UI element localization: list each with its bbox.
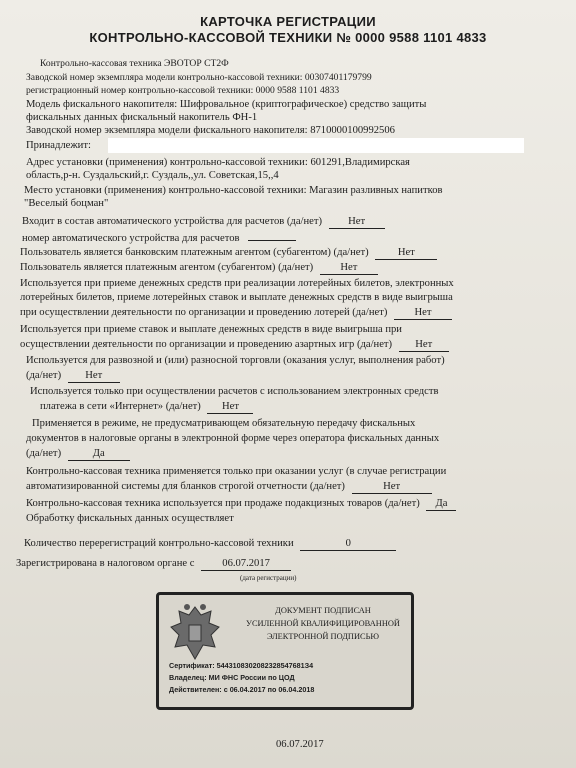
stamp-line1: ДОКУМЕНТ ПОДПИСАН [275, 606, 371, 615]
registered-label: Зарегистрирована в налоговом органе с [16, 558, 195, 569]
gambling-line2: осуществлении деятельности по организации и проведению азартных игр (да/нет) [20, 339, 393, 350]
excise-label: Контрольно-кассовая техника используется при продаже подакцизных товаров (да/нет) [26, 498, 420, 509]
internet-value: Нет [207, 400, 253, 414]
stamp-validity: Действителен: с 06.04.2017 по 06.04.2018 [169, 685, 315, 694]
offline-row [26, 447, 130, 461]
card-title-line1: КАРТОЧКА РЕГИСТРАЦИИ [200, 14, 376, 29]
owner-redaction [108, 138, 524, 153]
gambling-value: Нет [399, 338, 449, 352]
services-value: Нет [352, 480, 432, 494]
kkt-model: Контрольно-кассовая техника ЭВОТОР СТ2Ф [40, 58, 229, 69]
bank-agent-row [20, 246, 437, 260]
auto-device-value: Нет [329, 215, 385, 229]
registered-date-caption: (дата регистрации) [240, 574, 297, 582]
stamp-line3: ЭЛЕКТРОННОЙ ПОДПИСЬЮ [266, 632, 380, 641]
offline-line3: (да/нет) [26, 448, 62, 459]
owner-label: Принадлежит: [26, 140, 91, 151]
pay-agent-label: Пользователь является платежным агентом (субагентом) (да/нет) [20, 262, 314, 273]
lottery-line2: лотерейных билетов, приеме лотерейных ставок и выплате денежных средств в виде выигрыша [20, 292, 453, 303]
peddling-line1: Используется для развозной и (или) разносной торговли (оказания услуг, выполнения работ) [26, 355, 445, 366]
internet-row [40, 400, 253, 414]
auto-number-label: номер автоматического устройства для расчетов [22, 233, 240, 244]
auto-number-blank [248, 230, 296, 241]
peddling-row [26, 369, 120, 383]
offline-line2: документов в налоговые органы в электронной форме через оператора фискальных данных [26, 433, 440, 444]
services-line1: Контрольно-кассовая техника применяется только при оказании услуг (в случае регистрации [26, 466, 447, 477]
bank-agent-label: Пользователь является банковским платежным агентом (субагентом) (да/нет) [20, 247, 369, 258]
address-line2: область,р-н. Суздальский,г. Суздаль,,ул. Советская,15,,4 [26, 170, 279, 181]
card-title-line2: КОНТРОЛЬНО-КАССОВОЙ ТЕХНИКИ № 0000 9588 1101 4833 [89, 30, 487, 45]
gambling-line1: Используется при приеме ставок и выплате денежных средств в виде выигрыша при [20, 324, 402, 335]
lottery-line1: Используется при приеме денежных средств при реализации лотерейных билетов, электронных [20, 278, 454, 289]
kkt-registration-number: регистрационный номер контрольно-кассовой техники: 0000 9588 1101 4833 [26, 85, 340, 96]
place-line2: "Веселый боцман" [24, 198, 109, 209]
peddling-line2: (да/нет) [26, 370, 62, 381]
electronic-signature-stamp [156, 592, 414, 710]
address-line1: Адрес установки (применения) контрольно-кассовой техники: 601291,Владимирская [26, 157, 410, 168]
fn-model-line2: фискальных данных фискальный накопитель ФН-1 [26, 112, 258, 123]
auto-device-label: Входит в состав автоматического устройства для расчетов (да/нет) [22, 216, 322, 227]
auto-number-row [22, 230, 296, 245]
internet-line1: Используется только при осуществлении расчетов с использованием электронных средств [30, 386, 439, 397]
lottery-row [20, 306, 452, 320]
peddling-value: Нет [68, 369, 120, 383]
auto-device-row [22, 215, 385, 229]
kkt-serial-number: Заводской номер экземпляра модели контрольно-кассовой техники: 00307401179799 [26, 72, 372, 83]
footer-date: 06.07.2017 [276, 739, 324, 750]
services-row [26, 480, 432, 494]
fiscal-processing: Обработку фискальных данных осуществляет [26, 513, 234, 524]
offline-value: Да [68, 447, 130, 461]
stamp-certificate: Сертификат: 5443108302082328547681З4 [169, 661, 314, 670]
rereg-count-row [24, 537, 396, 551]
excise-value: Да [426, 497, 456, 511]
fn-model-line1: Модель фискального накопителя: Шифровальное (криптографическое) средство защиты [26, 99, 427, 110]
lottery-value: Нет [394, 306, 452, 320]
lottery-line3: при осуществлении деятельности по организации и проведению лотерей (да/нет) [20, 307, 388, 318]
internet-line2: платежа в сети «Интернет» (да/нет) [40, 401, 201, 412]
bank-agent-value: Нет [375, 246, 437, 260]
fn-serial-number: Заводской номер экземпляра модели фискального накопителя: 8710000100992506 [26, 125, 395, 136]
stamp-holder: Владелец: МИ ФНС России по ЦОД [169, 673, 295, 682]
pay-agent-value: Нет [320, 261, 378, 275]
rereg-count-value: 0 [300, 537, 396, 551]
stamp-line2: УСИЛЕННОЙ КВАЛИФИЦИРОВАННОЙ [246, 619, 400, 628]
pay-agent-row [20, 261, 378, 275]
registered-date: 06.07.2017 [201, 557, 291, 571]
place-line1: Место установки (применения) контрольно-кассовой техники: Магазин разливных напитков [24, 185, 443, 196]
gambling-row [20, 338, 449, 352]
registered-row [16, 557, 291, 571]
offline-line1: Применяется в режиме, не предусматривающем обязательную передачу фискальных [32, 418, 416, 429]
rereg-count-label: Количество перерегистраций контрольно-кассовой техники [24, 538, 294, 549]
excise-row [26, 497, 456, 511]
services-line2: автоматизированной системы для бланков строгой отчетности (да/нет) [26, 481, 345, 492]
